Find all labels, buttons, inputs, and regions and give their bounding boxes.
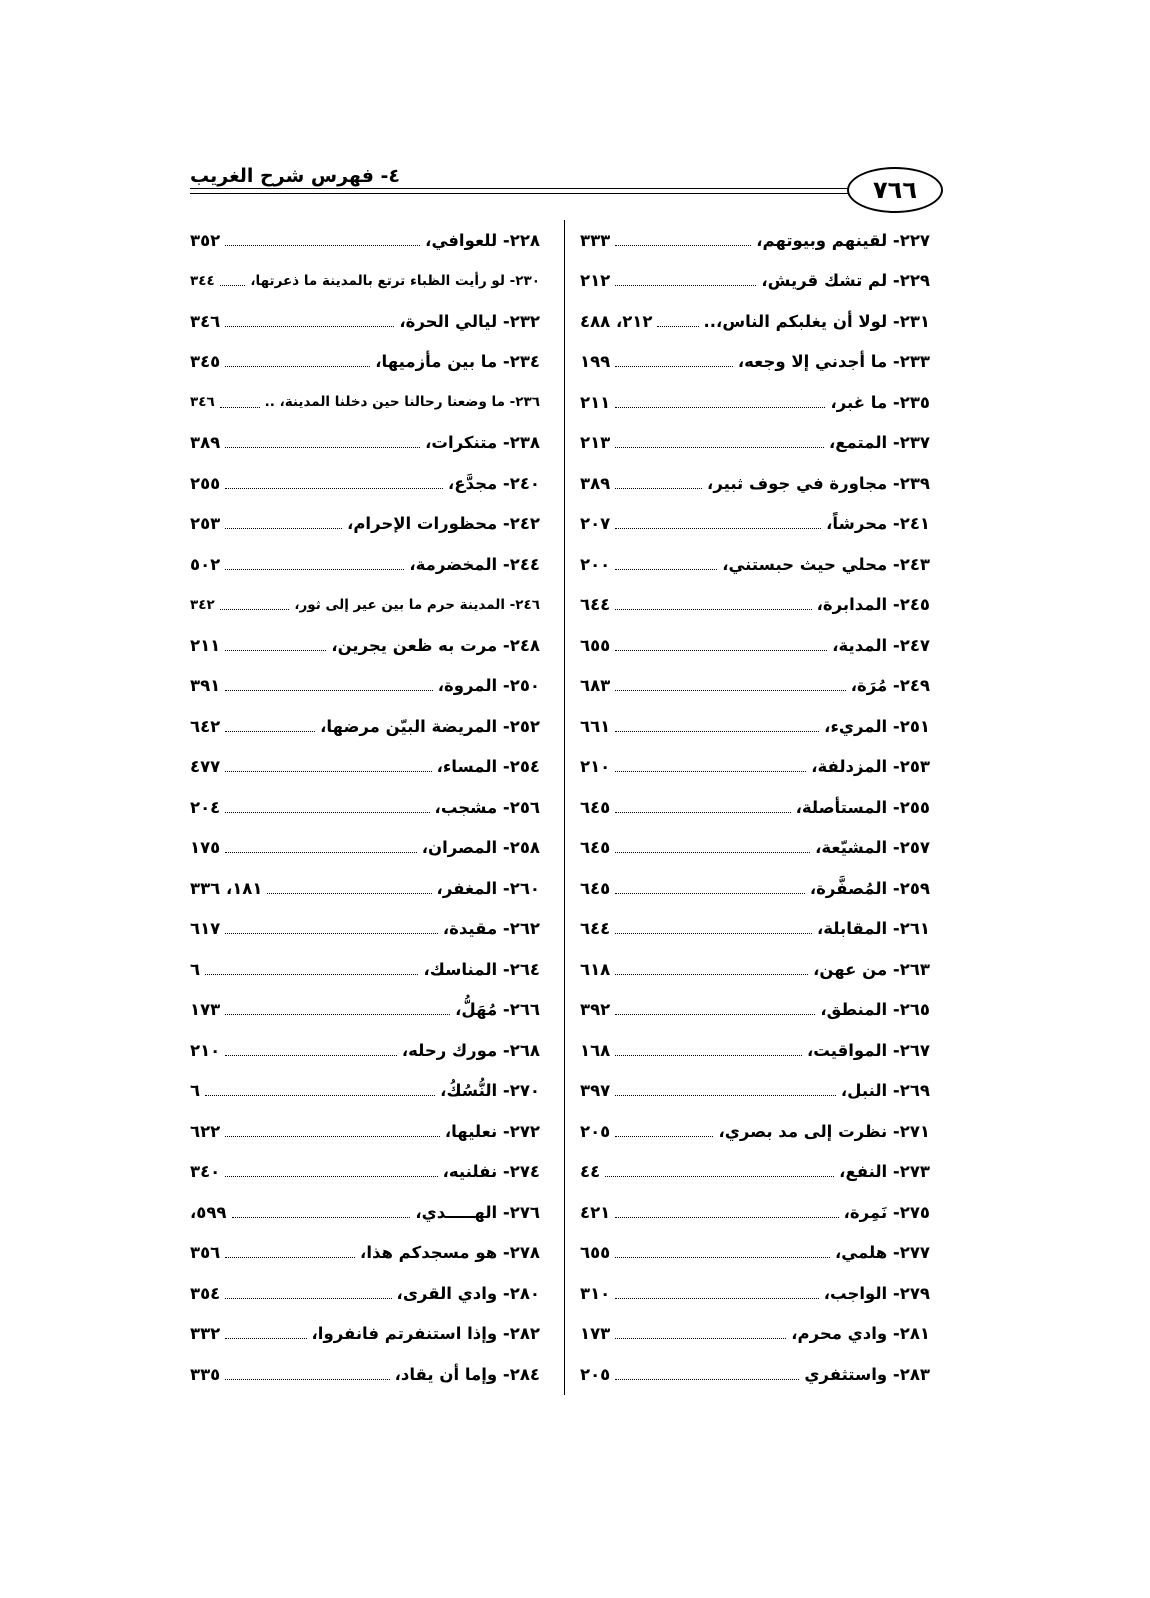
index-term: ٢٦٢- مقيدة، — [442, 919, 540, 939]
header-rule-bottom — [190, 193, 850, 194]
dot-leader — [615, 690, 845, 691]
dot-leader — [615, 1136, 713, 1137]
dot-leader — [225, 852, 417, 853]
dot-leader — [225, 245, 420, 246]
index-page-ref: ٣٣٣ — [580, 230, 611, 250]
index-page-ref: ٢٠٥ — [580, 1121, 611, 1141]
index-term: ٢٤١- محرشاً، — [826, 514, 930, 534]
index-page-ref: ٢٠٤ — [190, 797, 221, 817]
index-term: ٢٥٢- المريضة البيّن مرضها، — [320, 716, 540, 736]
index-term: ٢٢٩- لم تشك قريش، — [761, 271, 930, 291]
index-page-ref: ٢٠٠ — [580, 554, 611, 574]
index-term: ٢٦٩- النبل، — [840, 1081, 930, 1101]
dot-leader — [225, 528, 342, 529]
index-entry — [190, 382, 540, 423]
index-entry — [190, 868, 540, 909]
index-entry — [580, 666, 930, 707]
index-page-ref: ٣٤٠ — [190, 1162, 221, 1182]
dot-leader — [615, 731, 819, 732]
index-term: ٢٣٥- ما غبر، — [830, 392, 930, 412]
dot-leader — [225, 326, 394, 327]
index-term: ٢٣٢- ليالي الحرة، — [399, 311, 540, 331]
index-term: ٢٦٥- المنطق، — [820, 1000, 930, 1020]
dot-leader — [615, 1379, 799, 1380]
index-term: ٢٧١- نظرت إلى مد بصري، — [718, 1121, 930, 1141]
index-entry — [580, 625, 930, 666]
index-entry — [580, 301, 930, 342]
index-entry — [580, 1152, 930, 1193]
index-term: ٢٣٣- ما أجدني إلا وجعه، — [737, 352, 930, 372]
index-page-ref: ٣٨٩ — [580, 473, 611, 493]
dot-leader — [615, 1257, 830, 1258]
index-entry — [190, 828, 540, 869]
index-entry — [190, 787, 540, 828]
index-page-ref: ٦٨٣ — [580, 676, 611, 696]
column-divider — [564, 220, 565, 1395]
index-entry — [190, 1192, 540, 1233]
index-term: ٢٨٣- واستثفري — [804, 1364, 930, 1384]
index-page-ref: ٦ — [190, 1081, 201, 1101]
index-term: ٢٦٦- مُهَلُّ، — [455, 1000, 540, 1020]
index-entry — [190, 1273, 540, 1314]
dot-leader — [225, 447, 420, 448]
index-page-ref: ٢٥٥ — [190, 473, 221, 493]
index-term: ٢٥٨- المصران، — [421, 838, 540, 858]
index-term: ٢٣١- لولا أن يغلبكم الناس،.. — [703, 311, 930, 331]
index-page-ref: ٣٣٥ — [190, 1364, 221, 1384]
index-page-ref: ٣٨٩ — [190, 433, 221, 453]
section-title: ٤- فهرس شرح الغريب — [190, 165, 400, 187]
index-entry — [190, 463, 540, 504]
index-page-ref: ٦ — [190, 959, 201, 979]
index-page-ref: ٦٤٥ — [580, 797, 611, 817]
dot-leader — [225, 1257, 355, 1258]
index-term: ٢٣٤- ما بين مأزميها، — [375, 352, 540, 372]
index-term: ٢٦٠- المغفر، — [436, 878, 540, 898]
index-column-left — [190, 220, 540, 1395]
dot-leader — [225, 933, 438, 934]
index-entry — [580, 990, 930, 1031]
dot-leader — [657, 326, 698, 327]
index-page-ref: ٥٩٩، — [190, 1202, 227, 1222]
index-page-ref: ١٩٩ — [580, 352, 611, 372]
index-entry — [190, 585, 540, 626]
dot-leader — [225, 690, 433, 691]
dot-leader — [615, 407, 825, 408]
index-term: ٢٥٥- المستأصلة، — [795, 797, 930, 817]
dot-leader — [615, 852, 810, 853]
index-entry — [580, 220, 930, 261]
index-page-ref: ٤٢١ — [580, 1202, 611, 1222]
index-entry — [190, 909, 540, 950]
dot-leader — [615, 933, 812, 934]
index-page-ref: ٣٩١ — [190, 676, 221, 696]
dot-leader — [615, 1338, 786, 1339]
dot-leader — [615, 285, 756, 286]
index-term: ٢٤٩- مُرَة، — [850, 676, 930, 696]
index-entry — [580, 463, 930, 504]
index-term: ٢٤٦- المدينة حرم ما بين عير إلى ثور، — [294, 596, 540, 613]
dot-leader — [615, 366, 733, 367]
index-page-ref: ٢١٠ — [190, 1040, 221, 1060]
dot-leader — [615, 893, 805, 894]
index-page-ref: ١٦٨ — [580, 1040, 611, 1060]
index-term: ٢٨١- وادي محرم، — [791, 1324, 930, 1344]
index-page-ref: ٢٠٧ — [580, 514, 611, 534]
index-term: ٢٧٥- نَمِرة، — [843, 1202, 930, 1222]
dot-leader — [225, 1176, 437, 1177]
index-page-ref: ٣٥٦ — [190, 1243, 221, 1263]
dot-leader — [615, 974, 808, 975]
index-entry — [190, 423, 540, 464]
index-page-ref: ١٨١، ٣٣٦ — [190, 878, 263, 898]
index-entry — [190, 342, 540, 383]
index-page-ref: ٣٥٢ — [190, 230, 221, 250]
index-term: ٢٢٧- لقينهم وبيوتهم، — [756, 230, 930, 250]
index-page-ref: ٢٠٥ — [580, 1364, 611, 1384]
index-entry — [190, 261, 540, 302]
dot-leader — [615, 1014, 815, 1015]
index-entry — [580, 261, 930, 302]
index-entry — [190, 1354, 540, 1395]
index-entry — [580, 747, 930, 788]
index-page-ref: ٤٤ — [580, 1162, 601, 1182]
index-entry — [190, 625, 540, 666]
index-term: ٢٥١- المريء، — [824, 716, 930, 736]
index-page-ref: ٦٤٢ — [190, 716, 221, 736]
index-page-ref: ٢١٣ — [580, 433, 611, 453]
index-entry — [580, 828, 930, 869]
index-term: ٢٧٧- هلمي، — [834, 1243, 930, 1263]
index-page-ref: ٣٣٢ — [190, 1324, 221, 1344]
index-page-ref: ٦١٧ — [190, 919, 221, 939]
index-page-ref: ٣٤٢ — [190, 596, 215, 613]
dot-leader — [225, 569, 404, 570]
dot-leader — [615, 528, 821, 529]
index-entry — [580, 1314, 930, 1355]
index-term: ٢٤٢- محظورات الإحرام، — [347, 514, 540, 534]
index-term: ٢٥٩- المُصفَّرة، — [809, 878, 930, 898]
dot-leader — [267, 893, 431, 894]
index-entry — [190, 504, 540, 545]
index-entry — [580, 504, 930, 545]
index-page-ref: ٥٠٢ — [190, 554, 221, 574]
index-term: ٢٦٤- المناسك، — [423, 959, 540, 979]
dot-leader — [615, 569, 717, 570]
dot-leader — [225, 771, 431, 772]
index-term: ٢٣٦- ما وضعنا رحالنا حين دخلنا المدينة، .. — [264, 394, 540, 411]
index-term: ٢٣٧- المتمع، — [828, 433, 930, 453]
index-term: ٢٧٤- نفلنيه، — [442, 1162, 540, 1182]
index-page-ref: ٦١٨ — [580, 959, 611, 979]
index-page-ref: ٦٤٤ — [580, 595, 611, 615]
dot-leader — [615, 1095, 836, 1096]
dot-leader — [225, 1055, 397, 1056]
index-page-ref: ٣١٠ — [580, 1283, 611, 1303]
index-term: ٢٥٠- المروة، — [437, 676, 540, 696]
index-page-ref: ٢١١ — [580, 392, 611, 412]
index-entry — [580, 787, 930, 828]
dot-leader — [615, 771, 806, 772]
index-page-ref: ٣٩٢ — [580, 1000, 611, 1020]
index-term: ٢٥٣- المزدلفة، — [811, 757, 930, 777]
dot-leader — [605, 1176, 834, 1177]
index-entry — [580, 423, 930, 464]
index-page-ref: ٣٩٧ — [580, 1081, 611, 1101]
index-term: ٢٨٤- وإما أن يقاد، — [394, 1364, 540, 1384]
index-term: ٢٤٥- المدابرة، — [816, 595, 930, 615]
index-term: ٢٦٨- مورك رحله، — [401, 1040, 540, 1060]
index-entry — [190, 666, 540, 707]
dot-leader — [225, 366, 370, 367]
index-entry — [580, 544, 930, 585]
dot-leader — [615, 609, 811, 610]
index-entry — [580, 1071, 930, 1112]
index-entry — [580, 1233, 930, 1274]
index-term: ٢٨٠- وادي القرى، — [396, 1283, 540, 1303]
dot-leader — [232, 1217, 411, 1218]
index-term: ٢٦١- المقابلة، — [816, 919, 930, 939]
index-term: ٢٣٨- متنكرات، — [425, 433, 540, 453]
dot-leader — [615, 1055, 802, 1056]
dot-leader — [615, 245, 751, 246]
index-entry — [190, 1111, 540, 1152]
page-header — [0, 0, 1150, 215]
dot-leader — [615, 812, 790, 813]
dot-leader — [615, 650, 827, 651]
dot-leader — [615, 1298, 818, 1299]
index-page-ref: ٣٤٤ — [190, 272, 215, 289]
index-page-ref: ٢١٢، ٤٨٨ — [580, 311, 653, 331]
index-column-right — [580, 220, 930, 1395]
index-term: ٢٤٧- المدية، — [832, 635, 930, 655]
index-entry — [580, 1192, 930, 1233]
dot-leader — [220, 285, 246, 286]
index-term: ٢٤٤- المخضرمة، — [409, 554, 540, 574]
index-entry — [190, 220, 540, 261]
index-term: ٢٧٠- النُّسُكُ، — [440, 1081, 540, 1101]
index-page-ref: ٦٦١ — [580, 716, 611, 736]
index-page-ref: ٢١٠ — [580, 757, 611, 777]
index-entry — [580, 909, 930, 950]
index-page-ref: ٦٤٥ — [580, 878, 611, 898]
index-entry — [190, 544, 540, 585]
dot-leader — [225, 1379, 389, 1380]
dot-leader — [225, 488, 443, 489]
index-entry — [190, 747, 540, 788]
index-term: ٢٦٣- من عهن، — [813, 959, 930, 979]
index-entry — [580, 382, 930, 423]
index-entry — [580, 706, 930, 747]
index-entry — [190, 1030, 540, 1071]
index-page-ref: ٢١١ — [190, 635, 221, 655]
index-entry — [580, 949, 930, 990]
index-page-ref: ٦٤٤ — [580, 919, 611, 939]
index-term: ٢٤٨- مرت به ظعن يجرين، — [331, 635, 540, 655]
dot-leader — [225, 1338, 306, 1339]
index-entry — [580, 1111, 930, 1152]
index-term: ٢٦٧- المواقيت، — [807, 1040, 930, 1060]
index-page-ref: ٦٥٥ — [580, 1243, 611, 1263]
index-term: ٢٥٦- مشجب، — [434, 797, 540, 817]
index-page-ref: ١٧٣ — [580, 1324, 611, 1344]
index-entry — [190, 1152, 540, 1193]
index-page-ref: ٣٤٥ — [190, 352, 221, 372]
index-page-ref: ٢١٢ — [580, 271, 611, 291]
index-entry — [190, 301, 540, 342]
dot-leader — [225, 1136, 440, 1137]
index-term: ٢٤٣- محلي حيث حبستني، — [722, 554, 930, 574]
dot-leader — [615, 1217, 838, 1218]
index-page-ref: ٤٧٧ — [190, 757, 221, 777]
index-term: ٢٧٣- النفع، — [839, 1162, 930, 1182]
index-entry — [190, 706, 540, 747]
dot-leader — [225, 812, 429, 813]
index-term: ٢٣٩- مجاورة في جوف ثبير، — [707, 473, 930, 493]
index-term: ٢٥٤- المساء، — [436, 757, 540, 777]
index-page-ref: ٦٥٥ — [580, 635, 611, 655]
index-page-ref: ٣٥٤ — [190, 1283, 221, 1303]
index-term: ٢٧٨- هو مسجدكم هذا، — [360, 1243, 540, 1263]
index-term: ٢٣٠- لو رأيت الظباء ترتع بالمدينة ما ذعرتها، — [250, 272, 540, 289]
dot-leader — [225, 1298, 391, 1299]
index-term: ٢٥٧- المشيّعة، — [815, 838, 930, 858]
index-page-ref: ١٧٥ — [190, 838, 221, 858]
index-page-ref: ٣٤٦ — [190, 311, 221, 331]
index-entry — [190, 949, 540, 990]
index-entry — [190, 1233, 540, 1274]
index-entry — [190, 990, 540, 1031]
index-entry — [190, 1314, 540, 1355]
dot-leader — [225, 1014, 450, 1015]
index-entry — [580, 1354, 930, 1395]
dot-leader — [615, 447, 824, 448]
page-number: ٧٦٦ — [847, 167, 943, 213]
index-entry — [580, 1273, 930, 1314]
dot-leader — [205, 1095, 435, 1096]
dot-leader — [615, 488, 702, 489]
index-term: ٢٢٨- للعوافي، — [425, 230, 540, 250]
index-page-ref: ٢٥٣ — [190, 514, 221, 534]
index-page-ref: ١٧٣ — [190, 1000, 221, 1020]
index-term: ٢٨٢- وإذا استنفرتم فانفروا، — [311, 1324, 540, 1344]
index-term: ٢٧٩- الواجب، — [823, 1283, 930, 1303]
index-page-ref: ٦٢٢ — [190, 1121, 221, 1141]
index-term: ٢٤٠- مجدَّع، — [448, 473, 540, 493]
header-rule-top — [190, 188, 850, 189]
index-page-ref: ٦٤٥ — [580, 838, 611, 858]
index-entry — [580, 585, 930, 626]
dot-leader — [220, 609, 290, 610]
index-entry — [580, 868, 930, 909]
index-term: ٢٧٢- نعليها، — [444, 1121, 540, 1141]
dot-leader — [225, 731, 315, 732]
index-entry — [580, 342, 930, 383]
index-page-ref: ٣٤٦ — [190, 394, 215, 411]
index-entry — [580, 1030, 930, 1071]
dot-leader — [205, 974, 418, 975]
index-entry — [190, 1071, 540, 1112]
dot-leader — [220, 407, 260, 408]
index-term: ٢٧٦- الهـــــدي، — [415, 1202, 540, 1222]
dot-leader — [225, 650, 326, 651]
